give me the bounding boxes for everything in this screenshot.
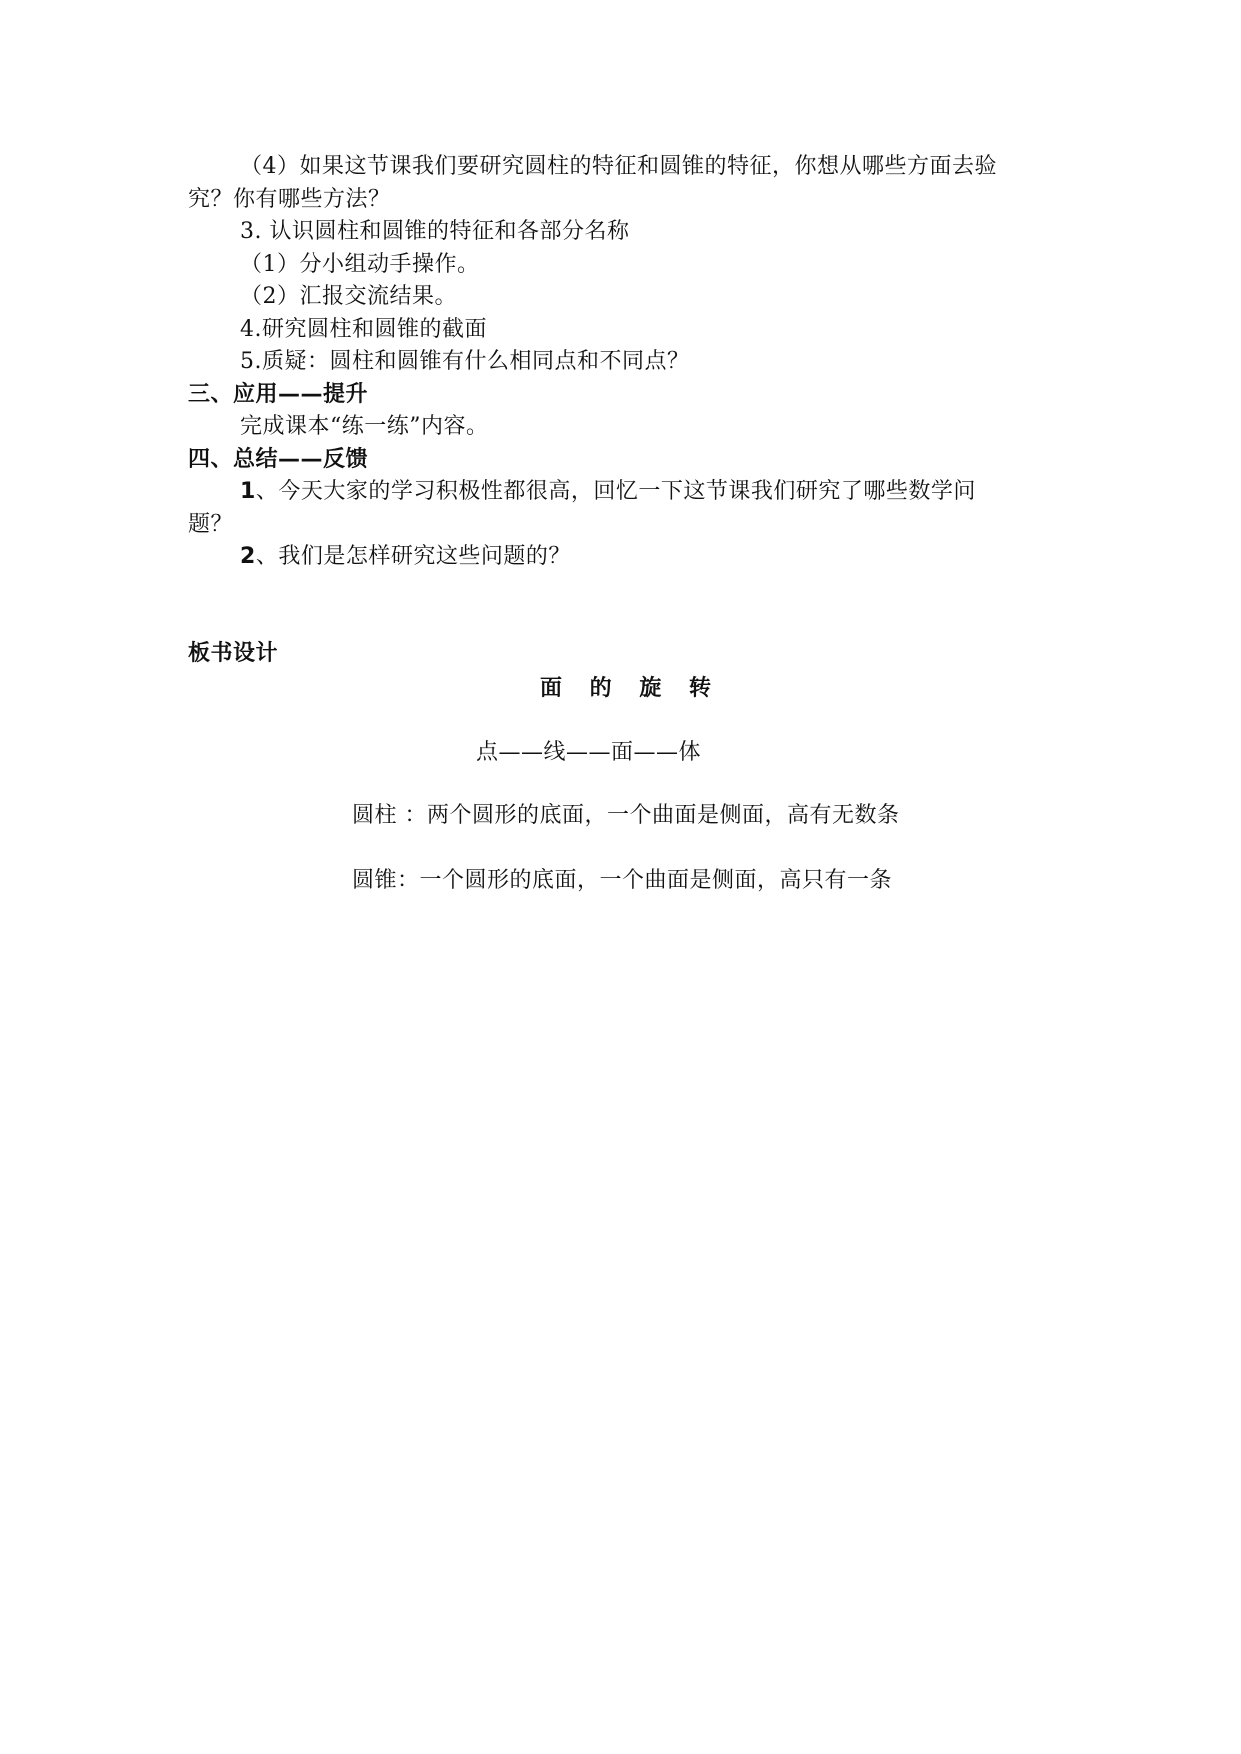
board-design-heading: 板书设计 — [188, 641, 279, 666]
step-3-item-1: （1）分小组动手操作。 — [240, 252, 480, 277]
summary-item-1-line-1 — [240, 476, 976, 508]
summary-item-1-number: 1 — [240, 479, 256, 504]
board-title: 面 的 旋 转 — [540, 676, 721, 701]
step-3-item-2: （2）汇报交流结果。 — [240, 284, 457, 309]
board-cone-description: 圆锥：一个圆形的底面，一个曲面是侧面，高只有一条 — [352, 868, 893, 893]
summary-item-1-line-2: 题？ — [188, 512, 234, 537]
summary-item-2-number: 2 — [240, 544, 256, 569]
step-5: 5.质疑：圆柱和圆锥有什么相同点和不同点？ — [240, 349, 690, 374]
board-point-line-surface-solid: 点——线——面——体 — [476, 740, 702, 765]
section-3-heading: 三、应用——提升 — [188, 382, 369, 407]
board-cylinder-description: 圆柱 ：两个圆形的底面，一个曲面是侧面，高有无数条 — [352, 803, 900, 828]
step-4: 4.研究圆柱和圆锥的截面 — [240, 317, 487, 342]
summary-item-2 — [240, 541, 571, 573]
question-4-line-1: （4）如果这节课我们要研究圆柱的特征和圆锥的特征，你想从哪些方面去验 — [240, 154, 997, 179]
section-4-heading: 四、总结——反馈 — [188, 447, 369, 472]
summary-item-2-text: 、我们是怎样研究这些问题的？ — [255, 544, 571, 569]
section-3-body: 完成课本“练一练”内容。 — [240, 414, 489, 439]
question-4-line-2: 究？你有哪些方法？ — [188, 187, 391, 212]
step-3: 3. 认识圆柱和圆锥的特征和各部分名称 — [240, 219, 630, 244]
summary-item-1-text: 、今天大家的学习积极性都很高，回忆一下这节课我们研究了哪些数学问 — [255, 479, 976, 504]
